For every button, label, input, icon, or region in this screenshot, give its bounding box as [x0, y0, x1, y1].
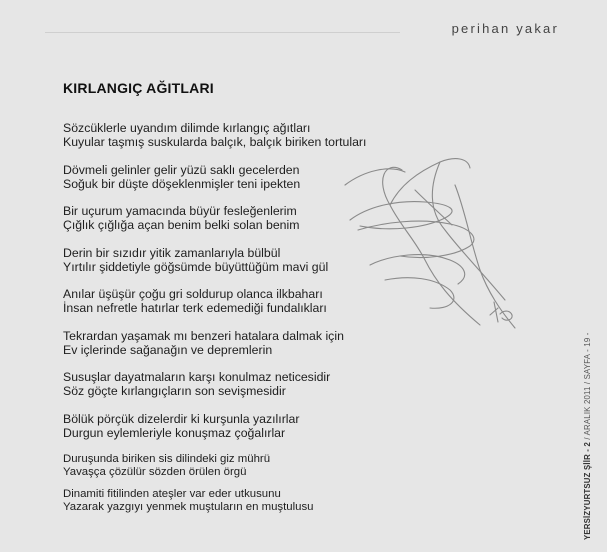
- signature-drawing: [330, 150, 540, 335]
- poem-line: Yavaşça çözülür sözden örülen örgü: [63, 466, 247, 478]
- poem-line: Tekrardan yaşamak mı benzeri hatalara dalmak için: [63, 328, 344, 343]
- poem-line: Sözcüklerle uyandım dilimde kırlangıç ağıtları: [63, 121, 311, 135]
- poem-line: Derin bir sızıdır yitik zamanlarıyla bülbül: [63, 245, 281, 260]
- stanza: [63, 370, 483, 398]
- poem-line: Bir uçurum yamacında büyür fesleğenlerim: [63, 204, 297, 218]
- poem-line: Çığlık çığlığa açan benim belki solan benim: [63, 218, 300, 232]
- poem-line: Yırtılır şiddetiyle göğsümde büyüttüğüm mavi gül: [63, 259, 329, 274]
- stanza: [63, 453, 483, 479]
- poem-line: Dövmeli gelinler gelir yüzü saklı gecelerden: [63, 162, 300, 177]
- poem-line: Ev içlerinde sağanağın ve depremlerin: [63, 342, 273, 357]
- poem-line: Kuyular taşmış suskularda balçık, balçık biriken tortuları: [63, 135, 367, 149]
- magazine-name: YERSİZYURTSUZ ŞİİR - 2: [583, 442, 592, 540]
- poem-line: Bölük pörçük dizelerdir ki kurşunla yazılırlar: [63, 411, 300, 426]
- poem-line: Duruşunda biriken sis dilindeki giz mührü: [63, 453, 271, 465]
- poem-line: Yazarak yazgıyı yenmek muştuların en muştulusu: [63, 501, 314, 513]
- page-number: / SAYFA - 19 -: [583, 332, 592, 387]
- poem-title: KIRLANGIÇ AĞITLARI: [63, 80, 214, 96]
- poem-line: Soğuk bir düşte döşeklenmişler teni ipekten: [63, 176, 301, 191]
- stanza: [63, 488, 483, 514]
- stanza: [63, 412, 483, 440]
- publication-note: [583, 332, 592, 540]
- poem-line: Susuşlar dayatmaların karşı konulmaz neticesidir: [63, 370, 331, 384]
- header-rule: [45, 32, 400, 33]
- stanza: [63, 121, 483, 149]
- poem-line: Durgun eylemleriyle konuşmaz çoğalırlar: [63, 425, 286, 440]
- poem-line: İnsan nefretle hatırlar terk edemediği fundalıkları: [63, 301, 327, 315]
- poem-line: Dinamiti fitilinden ateşler var eder utkusunu: [63, 488, 281, 500]
- poem-line: Söz göçte kırlangıçların son sevişmesidir: [63, 384, 286, 398]
- issue-date: / ARALIK 2011: [583, 386, 592, 443]
- author-name: perihan yakar: [451, 21, 559, 36]
- poem-line: Anılar üşüşür çoğu gri soldurup olanca ilkbaharı: [63, 287, 323, 301]
